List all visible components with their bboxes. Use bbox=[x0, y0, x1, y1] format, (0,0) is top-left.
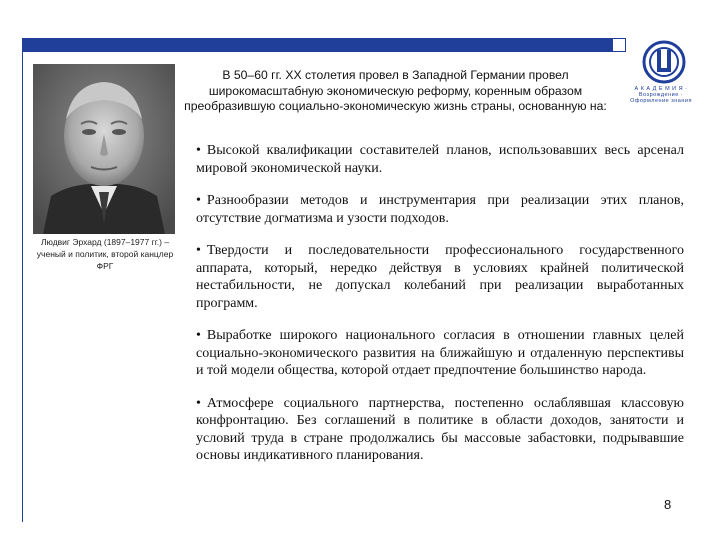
bullet-text: Твердости и последовательности профессионального государственного аппарата, который, нередко действуя в условиях крайней политической нестабильности, не допускал колебаний при реализации выработанных программ. bbox=[196, 243, 684, 311]
bullet-text: Высокой квалификации составителей планов, использовавших весь арсенал мировой экономической науки. bbox=[196, 143, 684, 176]
top-decor-square bbox=[612, 38, 626, 52]
photo-caption: Людвиг Эрхард (1897–1977 гг.) – ученый и политик, второй канцлер ФРГ bbox=[36, 237, 174, 271]
page-number: 8 bbox=[664, 497, 672, 512]
bullet-dot: • bbox=[196, 243, 201, 258]
bullet-text: Выработке широкого национального согласия в отношении главных целей социально-экономического развития на ближайшую и отдаленную перспективы и той модели общества, которой отдает предпочтение большинство народа. bbox=[196, 328, 684, 378]
bullet-dot: • bbox=[196, 193, 201, 208]
top-decor-bar bbox=[22, 38, 612, 52]
bullet-item bbox=[196, 142, 684, 177]
bullet-text: Атмосфере социального партнерства, постепенно ослаблявшая классовую конфронтацию. Без соглашений в политике в области доходов, занятости и условий труда в стране продолжались бы массовые забастовки, подрывавшие основы индикативного планирования. bbox=[196, 395, 684, 463]
bullet-item bbox=[196, 192, 684, 227]
bullet-list bbox=[196, 142, 684, 480]
portrait-photo bbox=[33, 64, 175, 234]
intro-text: В 50–60 гг. XX столетия провел в Западной Германии провел широкомасштабную экономическую реформу, коренным образом преобразившую социально-экономическую жизнь страны, основанную на: bbox=[184, 68, 607, 113]
bullet-dot: • bbox=[196, 328, 201, 343]
bullet-dot: • bbox=[196, 143, 201, 158]
bullet-item bbox=[196, 327, 684, 380]
academy-logo-caption: А К А Д Е М И Я · Возрождение · Оформление знания bbox=[630, 86, 692, 104]
left-decor-rule bbox=[22, 52, 23, 522]
bullet-item bbox=[196, 395, 684, 465]
bullet-item bbox=[196, 242, 684, 312]
bullet-dot: • bbox=[196, 395, 201, 411]
bullet-text: Разнообразии методов и инструментария при реализации этих планов, отсутствие догматизма и узости подходов. bbox=[196, 193, 684, 226]
